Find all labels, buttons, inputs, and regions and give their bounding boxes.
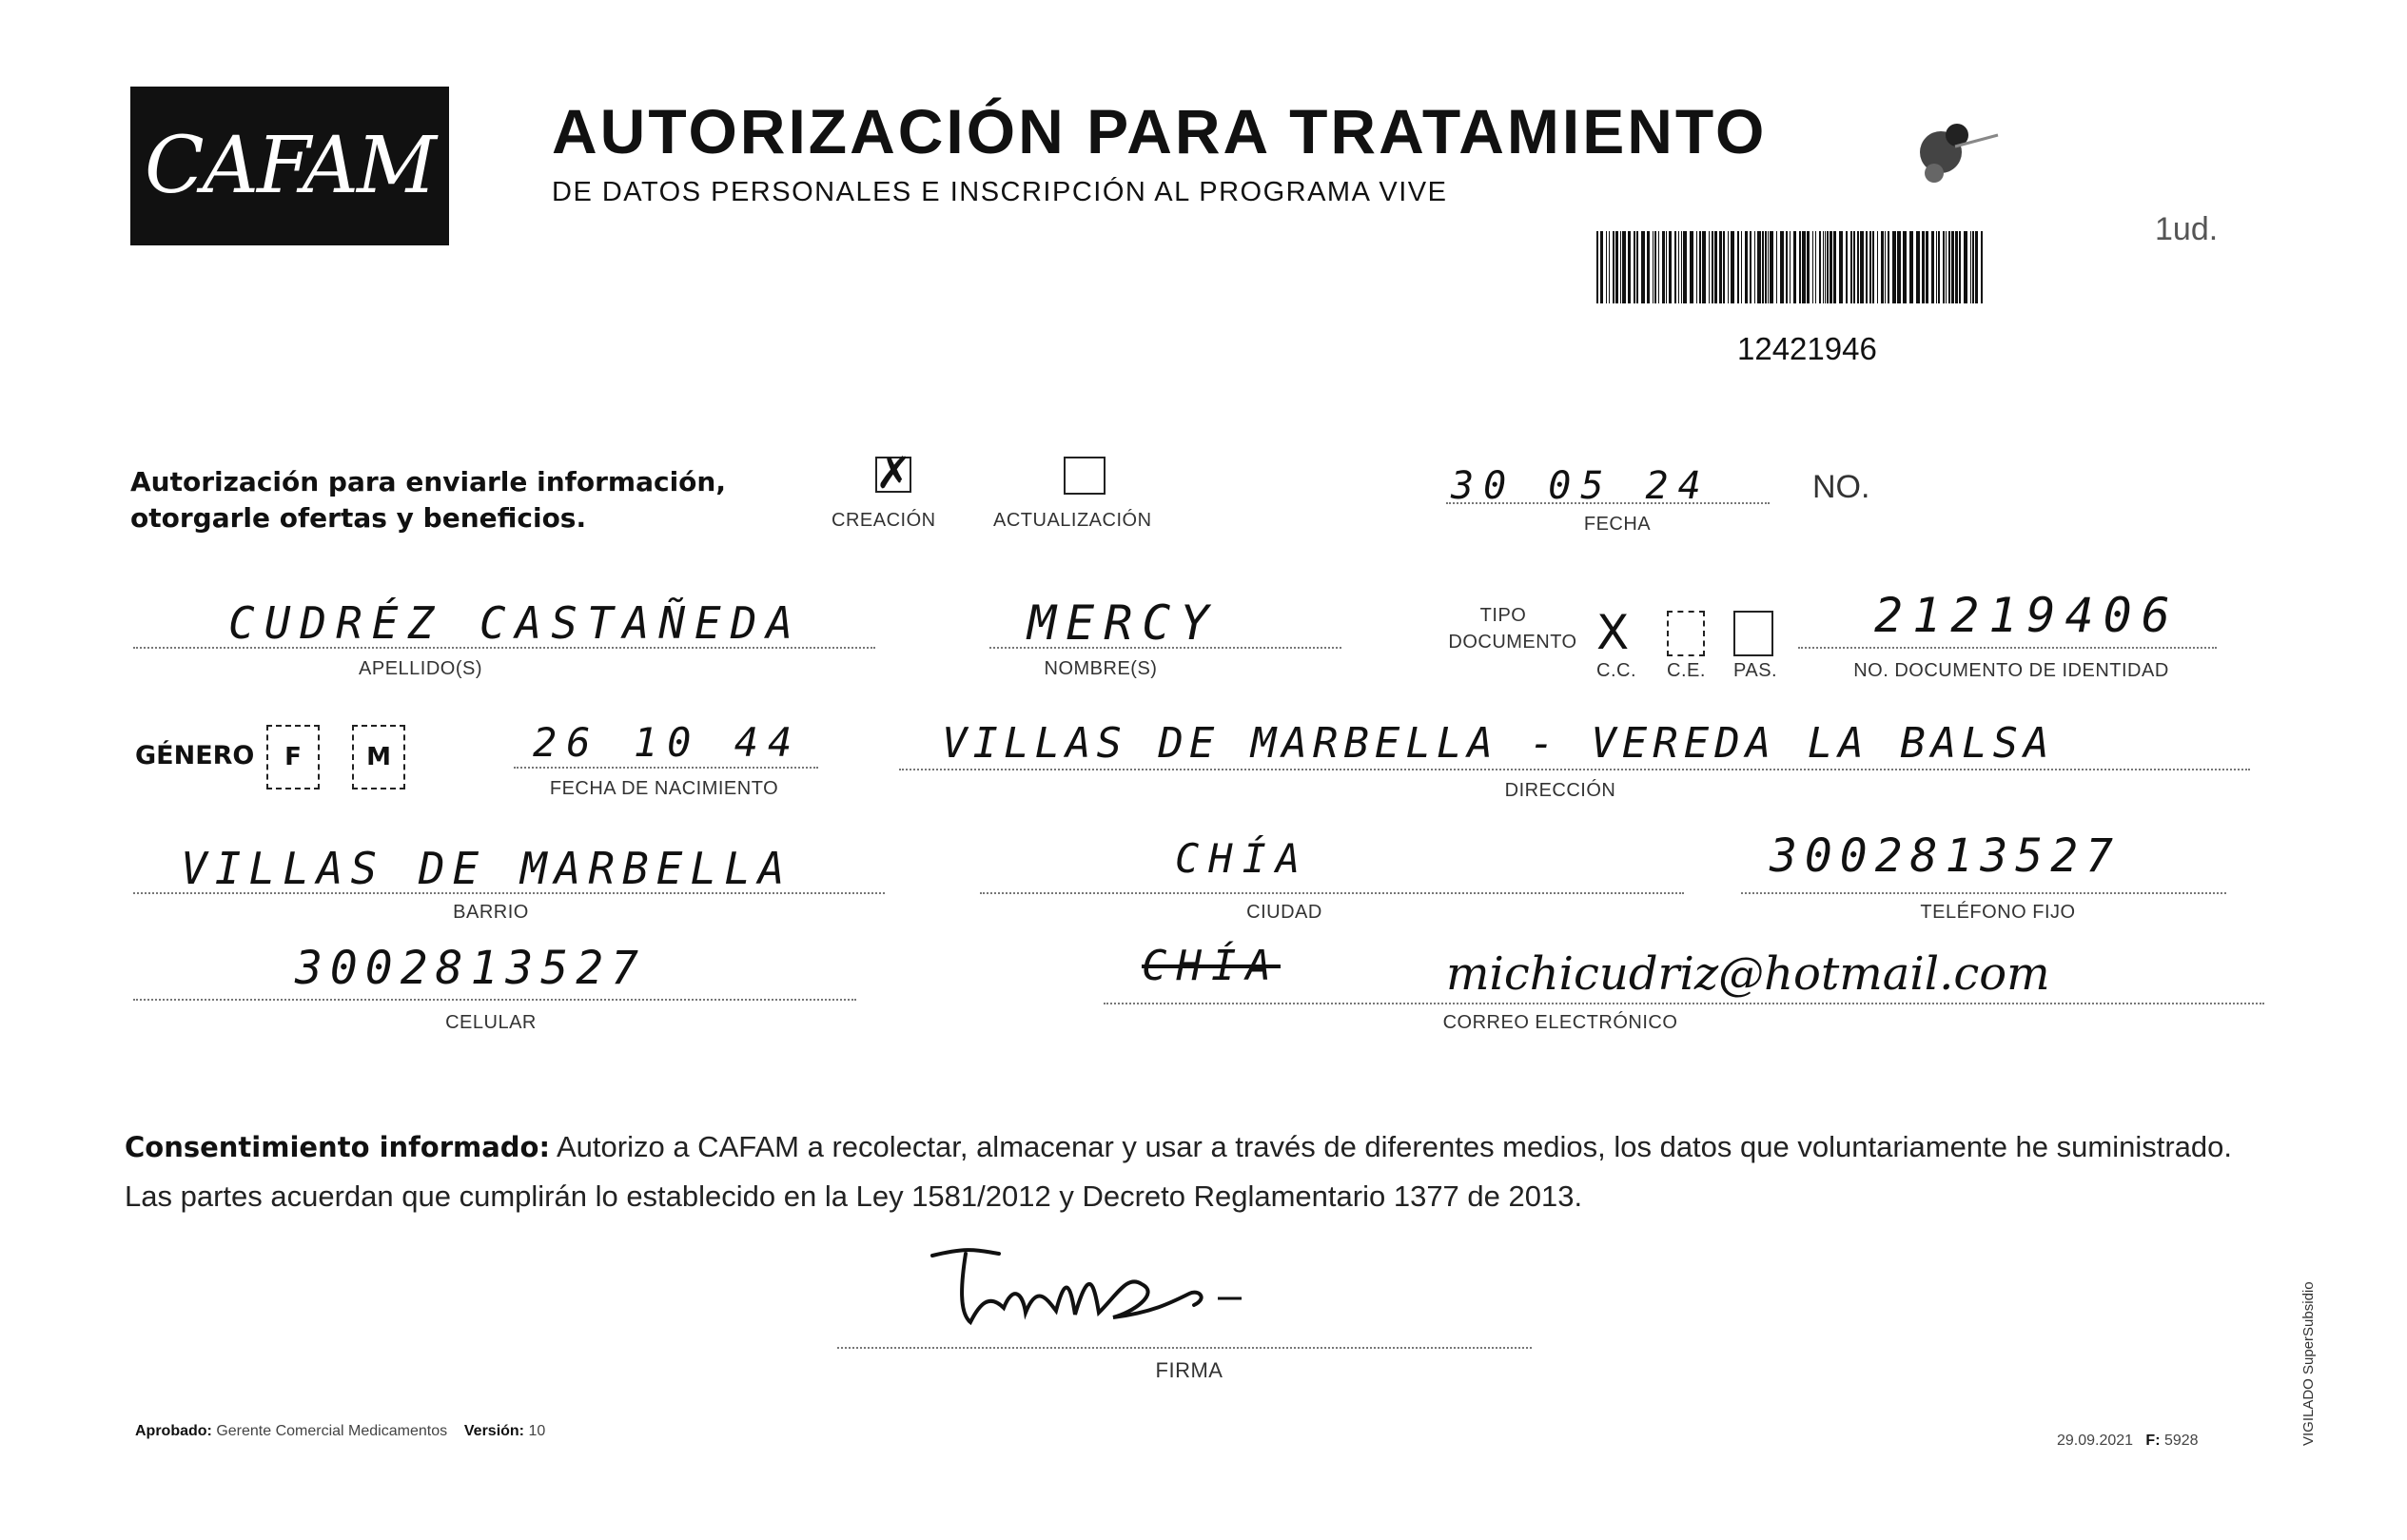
barcode-bar (1825, 231, 1826, 303)
barcode-bar (1768, 231, 1769, 303)
barcode-bar (1653, 231, 1654, 303)
barcode-bar (1807, 231, 1810, 303)
vigilado-text: VIGILADO SuperSubsidio (2300, 1281, 2317, 1446)
barcode-bar (1955, 231, 1958, 303)
footer-date: 29.09.2021 (2057, 1433, 2134, 1449)
barcode-bar (1719, 231, 1722, 303)
creation-label: CREACIÓN (832, 510, 936, 531)
ciudad-line (980, 892, 1684, 894)
barcode-bar (1750, 231, 1751, 303)
doc-ce-label: C.E. (1667, 660, 1706, 681)
barcode-bar (1964, 231, 1967, 303)
apellidos-line (133, 647, 875, 649)
document-title: AUTORIZACIÓN PARA TRATAMIENTO (552, 96, 1768, 166)
barcode-bar (1981, 231, 1983, 303)
barcode-bar (1780, 231, 1784, 303)
barcode-bar (1723, 231, 1725, 303)
date-label: FECHA (1583, 514, 1652, 535)
correo-value: michicudriz@hotmail.com (1446, 947, 2050, 1001)
form-label: F: (2145, 1433, 2161, 1449)
barcode-bar (1802, 231, 1806, 303)
check-mark-icon: X (1596, 605, 1630, 660)
update-checkbox[interactable] (1064, 457, 1106, 495)
barcode-bar (1714, 231, 1717, 303)
documento-value: 21219406 (1874, 588, 2180, 643)
vigilado-stamp (2300, 1237, 2339, 1455)
footer-form (2057, 1433, 2199, 1450)
barcode-bar (1853, 231, 1855, 303)
aprobado-value: Gerente Comercial Medicamentos (216, 1423, 448, 1439)
apellidos-value: CUDRÉZ CASTAÑEDA (228, 597, 803, 649)
creation-checkbox[interactable] (875, 447, 912, 498)
barcode-bar (1857, 231, 1859, 303)
celular-line (133, 999, 856, 1001)
celular-value: 3002813527 (295, 942, 646, 995)
barcode-bar (1696, 231, 1697, 303)
barcode-bar (1776, 231, 1777, 303)
barcode-bar (1654, 231, 1656, 303)
no-label: NO. (1812, 469, 1870, 505)
barcode-bar (1909, 231, 1913, 303)
barcode-bar (1709, 231, 1710, 303)
correo-label: CORREO ELECTRÓNICO (1442, 1012, 1678, 1033)
barrio-line (133, 892, 885, 894)
barcode-bar (1830, 231, 1832, 303)
barcode-bar (1888, 231, 1889, 303)
barcode-bar (1846, 231, 1848, 303)
date-line (1446, 502, 1770, 504)
barcode-bar (1741, 231, 1742, 303)
doc-cc-label: C.C. (1596, 660, 1636, 681)
genero-f-checkbox[interactable] (266, 725, 320, 789)
barcode-bar (1662, 231, 1665, 303)
barcode-bar (1926, 231, 1928, 303)
barcode-bar (1628, 231, 1631, 303)
barcode-bar (1922, 231, 1925, 303)
barcode-bar (1790, 231, 1791, 303)
barcode-bar (1881, 231, 1884, 303)
barcode-bar (1647, 231, 1650, 303)
barcode-bar (1636, 231, 1638, 303)
doc-pas-label: PAS. (1733, 660, 1778, 681)
barcode-bar (1762, 231, 1764, 303)
barcode-bar (1972, 231, 1974, 303)
consent-text (125, 1122, 2256, 1221)
barcode-bar (1683, 231, 1687, 303)
barcode-bar (1745, 231, 1748, 303)
barcode-bar (1916, 231, 1920, 303)
barcode-bar (1674, 231, 1676, 303)
genero-label: GÉNERO (135, 741, 255, 770)
barcode-bar (1728, 231, 1729, 303)
document-subtitle: DE DATOS PERSONALES E INSCRIPCIÓN AL PROGRAMA VIVE (552, 177, 1448, 207)
ciudad-value: CHÍA (1175, 835, 1310, 882)
barcode-bar (1872, 231, 1874, 303)
barcode-bar (1757, 231, 1761, 303)
correo-line (1104, 1003, 2264, 1004)
aprobado-label: Aprobado: (135, 1423, 212, 1439)
barcode-bar (1615, 231, 1618, 303)
version-label: Versión: (463, 1423, 525, 1439)
barcode-bar (1641, 231, 1645, 303)
barcode-bar (1678, 231, 1679, 303)
barcode-bar (1712, 231, 1713, 303)
consent-heading: Consentimiento informado: (125, 1131, 551, 1163)
telefono-value: 3002813527 (1770, 829, 2121, 883)
telefono-label: TELÉFONO FIJO (1920, 902, 2076, 923)
barcode-bar (1850, 231, 1852, 303)
corner-stamp: 1ud. (2155, 211, 2219, 247)
barcode-bar (1658, 231, 1659, 303)
barcode-bar (1690, 231, 1693, 303)
fecha-nacimiento-label: FECHA DE NACIMIENTO (549, 778, 779, 799)
barcode-bar (1793, 231, 1796, 303)
consent-text-2: Las partes acuerdan que cumplirán lo establecido en la Ley 1581/2012 y Decreto Reglamentario 1377 de 2013. (125, 1179, 1583, 1213)
authorization-text-line1: Autorización para enviarle información, (130, 466, 726, 497)
barcode-bar (1622, 231, 1626, 303)
documento-line (1798, 647, 2217, 649)
doc-cc-checkbox[interactable] (1596, 605, 1630, 660)
tipo-documento-label-2: DOCUMENTO (1448, 632, 1577, 653)
barcode-bar (1903, 231, 1907, 303)
barcode-bar (1823, 231, 1824, 303)
documento-label: NO. DOCUMENTO DE IDENTIDAD (1853, 660, 2169, 681)
nombres-label: NOMBRE(S) (1044, 658, 1158, 679)
doc-ce-checkbox[interactable] (1667, 611, 1705, 656)
barcode-bar (1948, 231, 1950, 303)
barcode-bar (1938, 231, 1940, 303)
barcode-bar (1869, 231, 1871, 303)
barcode-number: 12421946 (1737, 331, 1877, 366)
barcode-bar (1839, 231, 1843, 303)
form-value: 5928 (2163, 1433, 2199, 1449)
telefono-line (1741, 892, 2226, 894)
barcode-bar (1731, 231, 1734, 303)
barcode-bar (1770, 231, 1773, 303)
check-mark-icon: ✗ (875, 447, 912, 498)
barcode-bar (1737, 231, 1739, 303)
barcode-bar (1600, 231, 1603, 303)
signature-image (913, 1227, 1313, 1341)
logo-text: CAFAM (145, 121, 435, 211)
authorization-text-line2: otorgarle ofertas y beneficios. (130, 502, 587, 534)
celular-label: CELULAR (445, 1012, 537, 1033)
barcode-bar (1943, 231, 1945, 303)
barcode-bar (1634, 231, 1635, 303)
barcode-bar (1799, 231, 1801, 303)
barcode-bar (1606, 231, 1607, 303)
signature-line (837, 1347, 1532, 1349)
barcode-bar (1819, 231, 1821, 303)
doc-pas-checkbox[interactable] (1733, 611, 1773, 656)
direccion-value: VILLAS DE MARBELLA - VEREDA LA BALSA (942, 719, 2055, 768)
barcode-bar (1931, 231, 1934, 303)
barcode-bar (1951, 231, 1954, 303)
signature-label: FIRMA (1155, 1358, 1223, 1382)
barcode-bar (1897, 231, 1901, 303)
date-value: 30 05 24 (1451, 464, 1711, 508)
barrio-value: VILLAS DE MARBELLA (181, 843, 793, 894)
footer-approval (135, 1423, 545, 1440)
barcode-bar (1786, 231, 1788, 303)
barcode-bar (1946, 231, 1947, 303)
apellidos-label: APELLIDO(S) (359, 658, 482, 679)
barcode-bar (1681, 231, 1682, 303)
tipo-documento-label-1: TIPO (1479, 605, 1527, 626)
barcode-bar (1959, 231, 1961, 303)
fecha-nacimiento-value: 26 10 44 (533, 719, 802, 766)
consent-text-1: Autorizo a CAFAM a recolectar, almacenar y usar a través de diferentes medios, los datos que voluntariamente he suministrado. (550, 1130, 2232, 1163)
barcode-bar (1596, 231, 1598, 303)
barcode-bar (1827, 231, 1829, 303)
fecha-nacimiento-line (514, 767, 818, 769)
barcode-bar (1699, 231, 1701, 303)
barcode-bar (1975, 231, 1978, 303)
version-value: 10 (528, 1423, 546, 1439)
barcode (1596, 231, 1986, 303)
update-label: ACTUALIZACIÓN (993, 510, 1152, 531)
cafam-logo (130, 87, 449, 245)
barcode-bar (1877, 231, 1878, 303)
barcode-bar (1970, 231, 1971, 303)
barcode-bar (1936, 231, 1937, 303)
direccion-label: DIRECCIÓN (1504, 780, 1616, 801)
barcode-bar (1669, 231, 1672, 303)
genero-m-label: M (366, 743, 391, 771)
barcode-bar (1885, 231, 1886, 303)
correo-prefix: CHÍA (1142, 942, 1281, 990)
barcode-bar (1860, 231, 1864, 303)
barcode-bar (1815, 231, 1816, 303)
barcode-bar (1765, 231, 1767, 303)
ink-blot-icon (1898, 107, 2003, 192)
genero-m-checkbox[interactable] (352, 725, 405, 789)
nombres-value: MERCY (1027, 595, 1219, 651)
genero-f-label: F (284, 743, 302, 771)
barcode-bar (1613, 231, 1614, 303)
barcode-bar (1666, 231, 1667, 303)
direccion-line (899, 769, 2250, 770)
barrio-label: BARRIO (453, 902, 529, 923)
barcode-bar (1609, 231, 1610, 303)
barcode-bar (1833, 231, 1836, 303)
ciudad-label: CIUDAD (1246, 902, 1322, 923)
barcode-bar (1866, 231, 1868, 303)
barcode-bar (1620, 231, 1621, 303)
nombres-line (989, 647, 1341, 649)
barcode-bar (1702, 231, 1706, 303)
barcode-bar (1754, 231, 1755, 303)
barcode-bar (1892, 231, 1896, 303)
barcode-bar (1812, 231, 1813, 303)
